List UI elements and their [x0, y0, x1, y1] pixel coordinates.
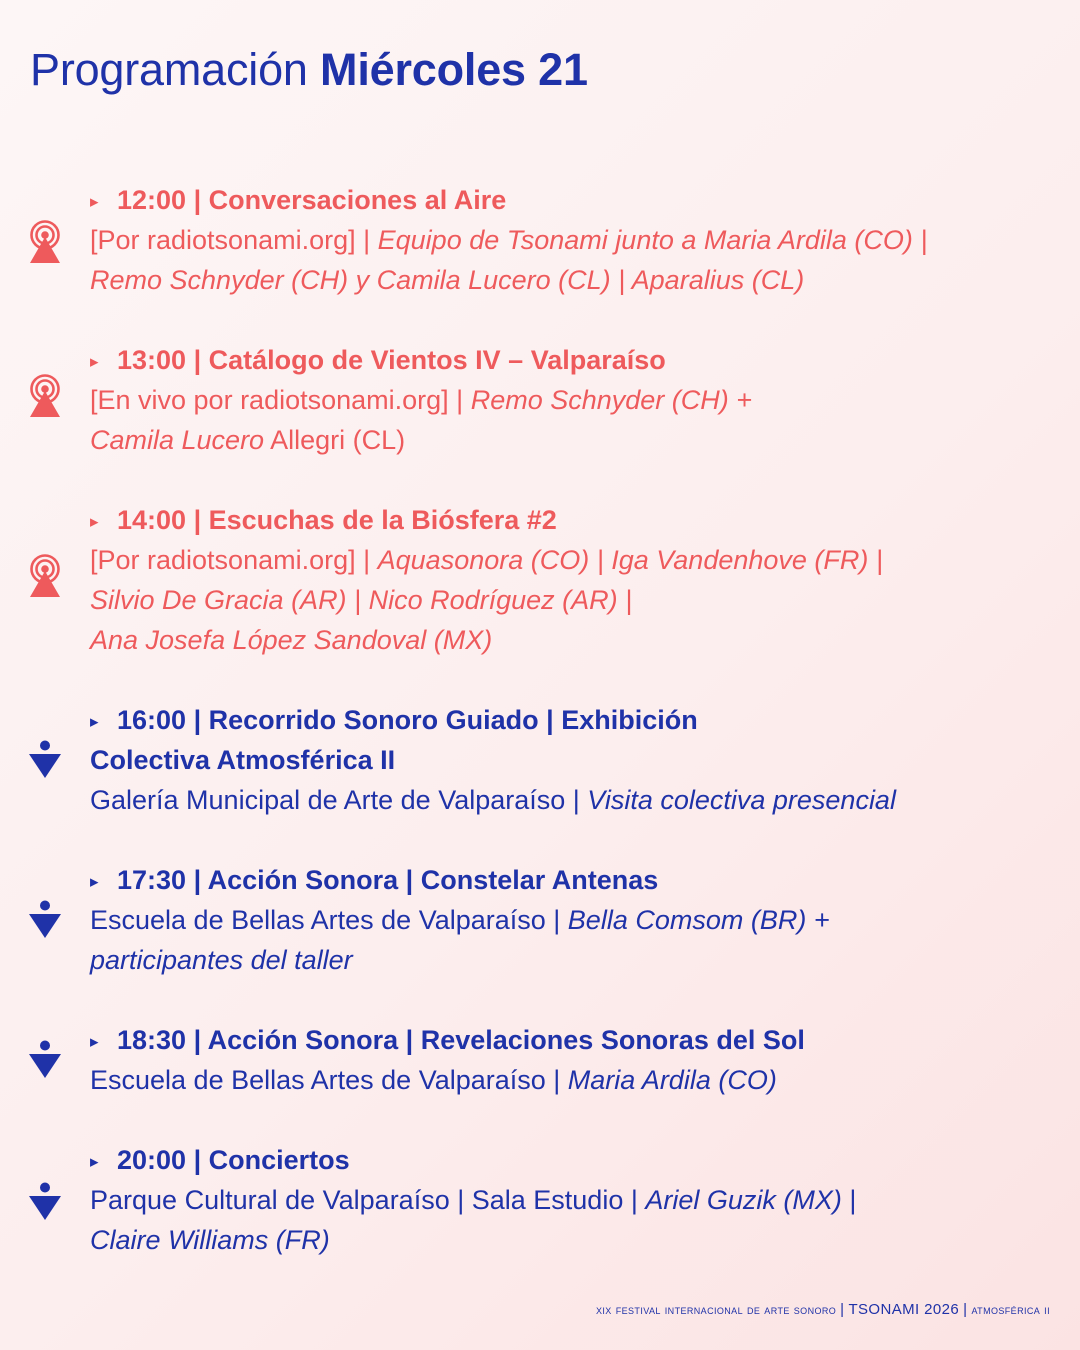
play-marker-icon: ▸ [90, 872, 99, 891]
page-title [30, 44, 588, 96]
event-details: [En vivo por radiotsonami.org] | Remo Schnyder (CH) + [90, 385, 753, 415]
location-pin-icon [27, 1182, 63, 1222]
event-details: Remo Schnyder (CH) y Camila Lucero (CL) | Aparalius (CL) [90, 265, 805, 295]
event-heading: ▸ 18:30 | Acción Sonora | Revelaciones Sonoras del Sol [90, 1020, 1050, 1060]
event-heading: ▸ 17:30 | Acción Sonora | Constelar Antenas [90, 860, 1050, 900]
event-details: Escuela de Bellas Artes de Valparaíso | Maria Ardila (CO) [90, 1065, 777, 1095]
event-details: Galería Municipal de Arte de Valparaíso | Visita colectiva presencial [90, 785, 896, 815]
event-time: 14:00 [117, 505, 187, 535]
event-time: 16:00 [117, 705, 187, 735]
event-title: Conversaciones al Aire [208, 185, 507, 215]
event-title: Conciertos [208, 1145, 350, 1175]
event-details: [Por radiotsonami.org] | Equipo de Tsonami junto a Maria Ardila (CO) | [90, 225, 928, 255]
event-details: Ana Josefa López Sandoval (MX) [90, 625, 493, 655]
event-details: Claire Williams (FR) [90, 1225, 330, 1255]
event-title-continued: Colectiva Atmosférica II [90, 745, 396, 775]
event-title: Catálogo de Vientos IV – Valparaíso [208, 345, 666, 375]
festival-name: xix festival internacional de arte sonoro [596, 1302, 837, 1317]
event-heading: ▸ 16:00 | Recorrido Sonoro Guiado | Exhibición [90, 700, 1050, 740]
event-heading: ▸ 20:00 | Conciertos [90, 1140, 1050, 1180]
event-details: Parque Cultural de Valparaíso | Sala Estudio | Ariel Guzik (MX) | [90, 1185, 857, 1215]
event-title: Acción Sonora | Revelaciones Sonoras del Sol [207, 1025, 805, 1055]
event-time: 13:00 [117, 345, 187, 375]
play-marker-icon: ▸ [90, 192, 99, 211]
event-time: 12:00 [117, 185, 187, 215]
play-marker-icon: ▸ [90, 1152, 99, 1171]
edition-name: atmosférica ii [971, 1302, 1050, 1317]
event-time: 20:00 [117, 1145, 187, 1175]
event-heading: ▸ 13:00 | Catálogo de Vientos IV – Valparaíso [90, 340, 1050, 380]
play-marker-icon: ▸ [90, 352, 99, 371]
brand-name: TSONAMI 2026 [848, 1301, 960, 1318]
event-title: Acción Sonora | Constelar Antenas [207, 865, 659, 895]
event-heading: ▸ 12:00 | Conversaciones al Aire [90, 180, 1050, 220]
event-heading: ▸ 14:00 | Escuchas de la Biósfera #2 [90, 500, 1050, 540]
play-marker-icon: ▸ [90, 1032, 99, 1051]
event-details: participantes del taller [90, 945, 353, 975]
title-date: Miércoles 21 [320, 44, 588, 95]
event-details: [Por radiotsonami.org] | Aquasonora (CO) | Iga Vandenhove (FR) | [90, 545, 883, 575]
event-details: Silvio De Gracia (AR) | Nico Rodríguez (AR) | [90, 585, 633, 615]
event-title: Escuchas de la Biósfera #2 [208, 505, 557, 535]
location-pin-icon [27, 900, 63, 940]
event-time: 18:30 [117, 1025, 187, 1055]
event-time: 17:30 [117, 865, 187, 895]
event-details: Escuela de Bellas Artes de Valparaíso | Bella Comsom (BR) + [90, 905, 830, 935]
title-light: Programación [30, 44, 308, 95]
location-pin-icon [27, 1040, 63, 1080]
event-details: Camila Lucero Allegri (CL) [90, 425, 406, 455]
play-marker-icon: ▸ [90, 712, 99, 731]
radio-broadcast-icon [27, 220, 63, 264]
event-title: Recorrido Sonoro Guiado | Exhibición [208, 705, 698, 735]
play-marker-icon: ▸ [90, 512, 99, 531]
location-pin-icon [27, 740, 63, 780]
radio-broadcast-icon [27, 554, 63, 598]
footer-credits: xix festival internacional de arte sonoro | TSONAMI 2026 | atmosférica ii [596, 1301, 1050, 1318]
radio-broadcast-icon [27, 374, 63, 418]
